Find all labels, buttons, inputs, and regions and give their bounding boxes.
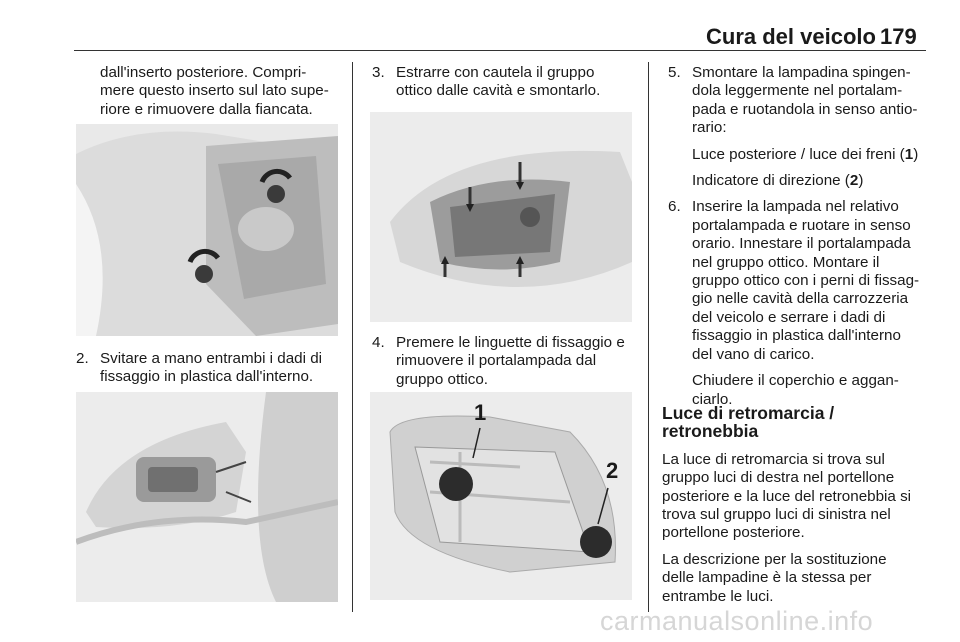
paragraph-2: [662, 551, 930, 606]
step-6: [668, 198, 930, 408]
column-divider-2: [648, 62, 649, 612]
step-number: 6.: [668, 198, 681, 216]
step-number: 5.: [668, 64, 681, 81]
text-line: orario. Innestare il portalampada: [692, 235, 911, 253]
figure-bulb-holder: [370, 392, 632, 600]
tail-lamp-nuts-illustration: [76, 392, 338, 602]
rear-trim-illustration: [76, 124, 338, 336]
text-line: posteriore e la luce del retronebbia si: [662, 487, 912, 505]
step-3: [372, 64, 640, 101]
intro-text: [76, 64, 344, 119]
text-line: ciarlo.: [692, 390, 733, 408]
text-line: portellone posteriore.: [662, 524, 805, 542]
text-line: Inserire la lampada nel relativo: [692, 198, 899, 216]
text-line: delle lampadine è la stessa per: [662, 569, 872, 587]
paragraph-1: [662, 451, 930, 543]
text-line: gruppo ottico con i perni di fissag-: [692, 272, 920, 290]
text-line: fissaggio in plastica dall'interno: [692, 327, 901, 345]
text-line: Smontare la lampadina spingen-: [692, 64, 911, 81]
bulb-item-2: Indicatore di direzione (2): [692, 172, 864, 190]
text-line: gruppo ottico.: [396, 370, 489, 388]
text-line: rimuovere il portalampada dal: [396, 352, 597, 370]
text-line: pada e ruotandola in senso antio-: [692, 100, 918, 118]
text-line: Svitare a mano entrambi i dadi di: [100, 350, 323, 367]
text-line: nel gruppo ottico. Montare il: [692, 253, 880, 271]
text-line: del veicolo e serrare i dadi di: [692, 308, 886, 326]
text-line: gruppo luci di destra nel portellone: [662, 469, 895, 487]
text-line: Chiudere il coperchio e aggan-: [692, 372, 899, 390]
step-5: [668, 64, 930, 190]
step-number: 3.: [372, 64, 385, 81]
bulb-holder-illustration: [370, 392, 632, 600]
text-line: Estrarre con cautela il gruppo: [396, 64, 595, 81]
text-line: mere questo inserto sul lato supe-: [100, 82, 329, 100]
figure-label-2: 2: [606, 458, 619, 483]
column-divider-1: [352, 62, 353, 612]
column-3: [668, 64, 930, 409]
page-header-title: Cura del veicolo: [706, 24, 876, 49]
bulb-item-1: Luce posteriore / luce dei freni (1): [692, 145, 919, 163]
figure-rear-trim-panel: [76, 124, 338, 336]
text-line: gio nelle cavità della carrozzeria: [692, 290, 909, 308]
text-line: dall'inserto posteriore. Compri-: [100, 64, 307, 81]
text-line: entrambe le luci.: [662, 587, 774, 605]
text-line: trova sul gruppo luci di sinistra nel: [662, 506, 891, 524]
text-line: riore e rimuovere dalla fiancata.: [100, 100, 313, 118]
step-number: 4.: [372, 334, 385, 351]
text-line: rario:: [692, 119, 727, 137]
step-2: [76, 350, 344, 387]
watermark: carmanualsonline.info: [600, 606, 874, 636]
text-line: fissaggio in plastica dall'interno.: [100, 368, 314, 386]
text-line: dola leggermente nel portalam-: [692, 82, 903, 100]
header-divider: [74, 50, 926, 51]
text-line: La descrizione per la sostituzione: [662, 550, 887, 568]
step-4: [372, 334, 642, 389]
text-line: portalampada e ruotare in senso: [692, 216, 911, 234]
text-line: La luce di retromarcia si trova sul: [662, 450, 885, 468]
text-line: ottico dalle cavità e smontarlo.: [396, 82, 601, 100]
figure-label-1: 1: [474, 400, 487, 425]
text-line: Premere le linguette di fissaggio e: [396, 334, 625, 351]
step-number: 2.: [76, 350, 89, 367]
section-heading: Luce di retromarcia / retronebbia: [662, 403, 835, 442]
figure-plastic-nuts: [76, 392, 338, 602]
figure-tail-lamp-removal: [370, 112, 632, 322]
column-1: [76, 64, 344, 119]
tail-lamp-illustration: [370, 112, 632, 322]
section-retromarcia: [662, 404, 930, 606]
text-line: del vano di carico.: [692, 345, 815, 363]
page-number: 179: [880, 24, 917, 49]
